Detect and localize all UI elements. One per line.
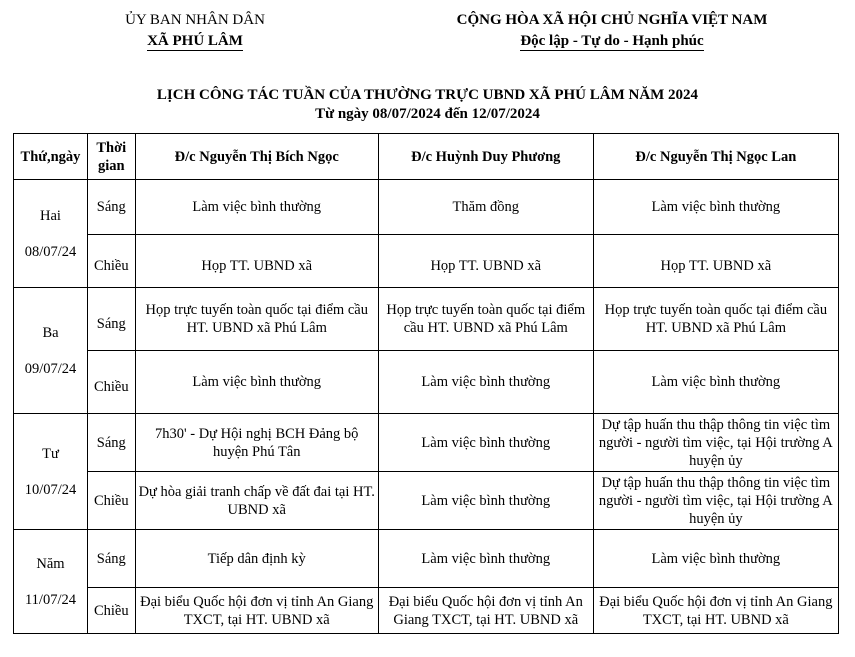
header-person-3: Đ/c Nguyễn Thị Ngọc Lan	[593, 134, 838, 180]
day-name: Ba	[42, 324, 59, 341]
task-cell: Họp TT. UBND xã	[378, 235, 593, 288]
day-cell	[14, 530, 88, 634]
day-cell	[14, 288, 88, 414]
task-cell: Đại biểu Quốc hội đơn vị tỉnh An Giang TXCT, tại HT. UBND xã	[593, 588, 838, 634]
national-motto-text: Độc lập - Tự do - Hạnh phúc	[520, 33, 704, 49]
task-cell: Làm việc bình thường	[378, 414, 593, 472]
issuer-name: XÃ PHÚ LÂM	[147, 33, 243, 49]
task-cell: Dự tập huấn thu thập thông tin việc tìm người - người tìm việc, tại Hội trường A huyện ủy	[593, 414, 838, 472]
header-person-2: Đ/c Huỳnh Duy Phương	[378, 134, 593, 180]
time-cell: Sáng	[87, 530, 135, 588]
task-cell: Họp trực tuyến toàn quốc tại điểm cầu HT. UBND xã Phú Lâm	[593, 288, 838, 351]
task-cell: Làm việc bình thường	[378, 351, 593, 414]
task-cell: Họp trực tuyến toàn quốc tại điểm cầu HT. UBND xã Phú Lâm	[378, 288, 593, 351]
task-cell: Làm việc bình thường	[593, 351, 838, 414]
task-cell: Đại biểu Quốc hội đơn vị tỉnh An Giang TXCT, tại HT. UBND xã	[135, 588, 378, 634]
table-row	[14, 180, 839, 235]
day-name: Năm	[36, 555, 65, 572]
schedule-table	[13, 133, 839, 634]
table-row	[14, 472, 839, 530]
day-cell	[14, 180, 88, 288]
time-cell: Sáng	[87, 288, 135, 351]
task-cell: Làm việc bình thường	[378, 472, 593, 530]
header-day: Thứ,ngày	[14, 134, 88, 180]
day-date: 10/07/24	[24, 481, 77, 498]
task-cell: Họp trực tuyến toàn quốc tại điểm cầu HT. UBND xã Phú Lâm	[135, 288, 378, 351]
time-cell: Chiều	[87, 588, 135, 634]
table-row	[14, 235, 839, 288]
day-date: 08/07/24	[24, 243, 77, 260]
task-cell: Làm việc bình thường	[593, 530, 838, 588]
task-cell: Họp TT. UBND xã	[593, 235, 838, 288]
header-time: Thời gian	[87, 134, 135, 180]
issuer-header	[90, 10, 300, 52]
table-row	[14, 288, 839, 351]
task-cell: Làm việc bình thường	[135, 180, 378, 235]
table-row	[14, 351, 839, 414]
table-row	[14, 588, 839, 634]
table-row	[14, 530, 839, 588]
task-cell: Dự tập huấn thu thập thông tin việc tìm người - người tìm việc, tại Hội trường A huyện ủy	[593, 472, 838, 530]
document-subtitle: Từ ngày 08/07/2024 đến 12/07/2024	[315, 106, 540, 122]
issuer-line2	[90, 31, 300, 52]
day-name: Hai	[40, 207, 61, 224]
task-cell: Làm việc bình thường	[135, 351, 378, 414]
day-date: 11/07/24	[24, 591, 76, 608]
national-title: CỘNG HÒA XÃ HỘI CHỦ NGHĨA VIỆT NAM	[456, 12, 768, 28]
national-motto	[412, 31, 812, 52]
task-cell: Họp TT. UBND xã	[135, 235, 378, 288]
task-cell: 7h30' - Dự Hội nghị BCH Đảng bộ huyện Phú Tân	[135, 414, 378, 472]
day-name: Tư	[42, 445, 59, 462]
table-row	[14, 414, 839, 472]
national-header	[412, 10, 812, 52]
task-cell: Tiếp dân định kỳ	[135, 530, 378, 588]
task-cell: Làm việc bình thường	[593, 180, 838, 235]
time-cell: Chiều	[87, 351, 135, 414]
time-cell: Chiều	[87, 235, 135, 288]
header-person-1: Đ/c Nguyễn Thị Bích Ngọc	[135, 134, 378, 180]
task-cell: Đại biểu Quốc hội đơn vị tỉnh An Giang TXCT, tại HT. UBND xã	[378, 588, 593, 634]
issuer-line1: ỦY BAN NHÂN DÂN	[125, 12, 265, 28]
time-cell: Sáng	[87, 414, 135, 472]
day-cell	[14, 414, 88, 530]
task-cell: Thăm đồng	[378, 180, 593, 235]
time-cell: Chiều	[87, 472, 135, 530]
table-header-row	[14, 134, 839, 180]
task-cell: Dự hòa giải tranh chấp về đất đai tại HT. UBND xã	[135, 472, 378, 530]
document-title: LỊCH CÔNG TÁC TUẦN CỦA THƯỜNG TRỰC UBND XÃ PHÚ LÂM NĂM 2024	[156, 87, 699, 103]
day-date: 09/07/24	[24, 360, 77, 377]
task-cell: Làm việc bình thường	[378, 530, 593, 588]
time-cell: Sáng	[87, 180, 135, 235]
